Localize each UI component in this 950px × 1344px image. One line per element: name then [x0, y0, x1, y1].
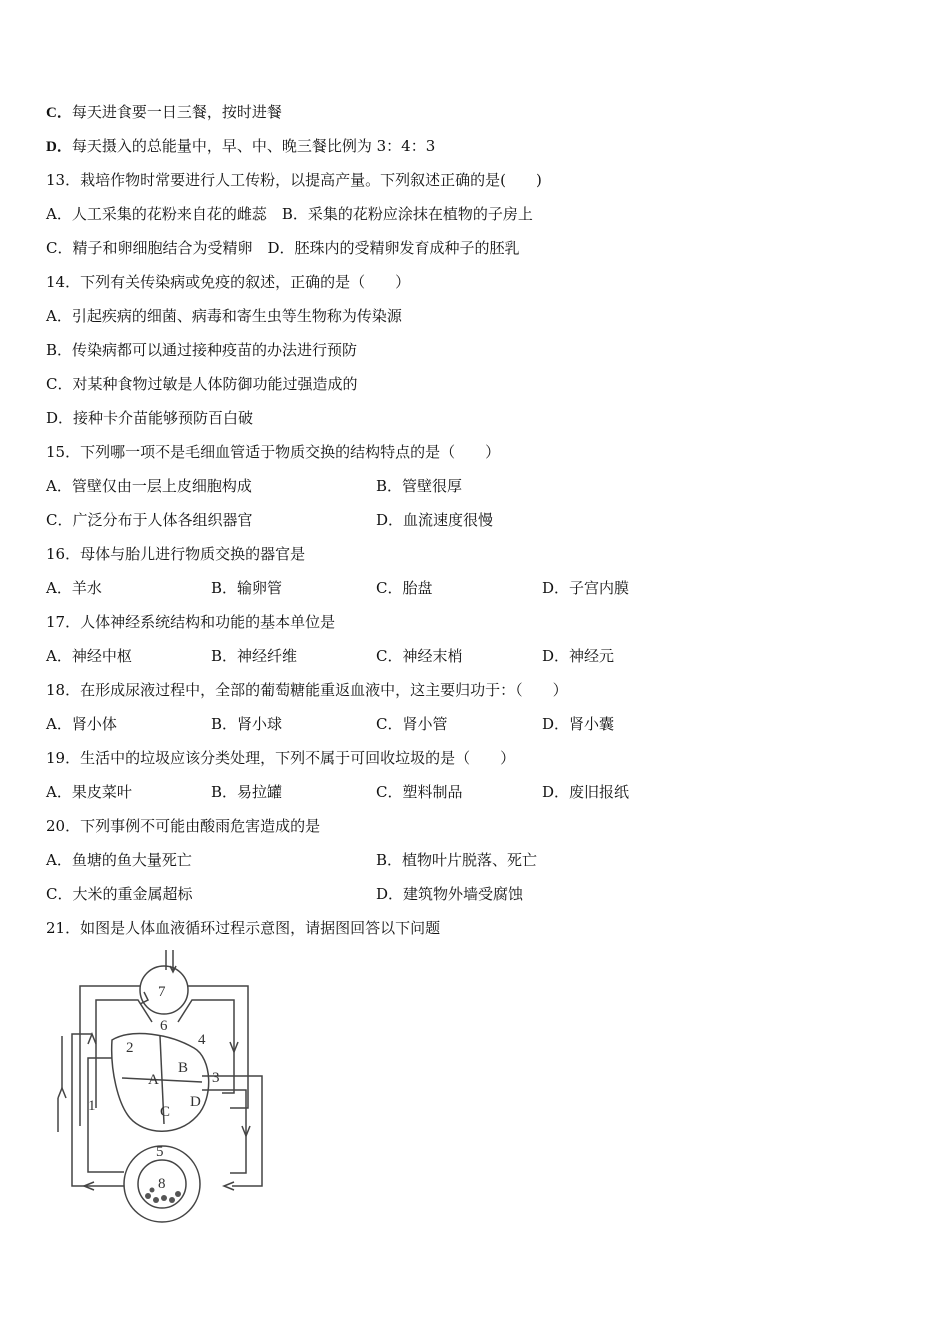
- option-letter: D．: [46, 139, 72, 155]
- q20-stem: 20．下列事例不可能由酸雨危害造成的是: [46, 817, 321, 835]
- option-letter: C．: [46, 105, 72, 121]
- q16-option-d: D．子宫内膜: [542, 579, 630, 597]
- q19-option-a: A．果皮菜叶: [46, 783, 132, 801]
- q16-options: [46, 578, 846, 598]
- label-2: 2: [126, 1040, 134, 1056]
- q18-option-c: C．肾小管: [376, 715, 448, 733]
- q19-option-d: D．废旧报纸: [542, 783, 630, 801]
- q14-option-d: D．接种卡介苗能够预防百白破: [46, 409, 254, 427]
- q20-options-row2: [46, 884, 846, 904]
- label-d: D: [190, 1094, 201, 1110]
- q16-option-b: B．输卵管: [211, 579, 283, 597]
- q15-option-c: C．广泛分布于人体各组织器官: [46, 511, 253, 529]
- q17-stem: 17．人体神经系统结构和功能的基本单位是: [46, 613, 336, 631]
- label-4: 4: [198, 1032, 206, 1048]
- label-b: B: [178, 1060, 189, 1076]
- q15-options-row1: [46, 476, 846, 496]
- q13-stem: 13．栽培作物时常要进行人工传粉，以提高产量。下列叙述正确的是( ): [46, 171, 542, 189]
- label-5: 5: [156, 1144, 164, 1160]
- q20-option-c: C．大米的重金属超标: [46, 885, 193, 903]
- label-a: A: [148, 1072, 159, 1088]
- q16-option-a: A．羊水: [46, 579, 102, 597]
- q19-stem: 19．生活中的垃圾应该分类处理，下列不属于可回收垃圾的是（ ）: [46, 749, 516, 767]
- q17-options: [46, 646, 846, 666]
- q20-option-b: B．植物叶片脱落、死亡: [376, 851, 538, 869]
- q19-options: [46, 782, 846, 802]
- q17-option-d: D．神经元: [542, 647, 615, 665]
- q18-options: [46, 714, 846, 734]
- q16-stem: 16．母体与胎儿进行物质交换的器官是: [46, 545, 306, 563]
- q13-options-ab: A．人工采集的花粉来自花的雌蕊 B．采集的花粉应涂抹在植物的子房上: [46, 205, 533, 223]
- q19-option-c: C．塑料制品: [376, 783, 463, 801]
- q20-option-d: D．建筑物外墙受腐蚀: [376, 885, 524, 903]
- q21-stem: 21．如图是人体血液循环过程示意图，请据图回答以下问题: [46, 919, 441, 937]
- q12-option-d: [46, 136, 435, 157]
- label-7: 7: [158, 984, 166, 1000]
- q20-option-a: A．鱼塘的鱼大量死亡: [46, 851, 192, 869]
- q14-option-c: C．对某种食物过敏是人体防御功能过强造成的: [46, 375, 358, 393]
- option-text: 每天进食要一日三餐，按时进餐: [71, 103, 282, 121]
- q16-option-c: C．胎盘: [376, 579, 433, 597]
- q15-stem: 15．下列哪一项不是毛细血管适于物质交换的结构特点的是（ ）: [46, 443, 501, 461]
- q18-option-b: B．肾小球: [211, 715, 283, 733]
- q15-option-b: B．管壁很厚: [376, 477, 463, 495]
- q13-options-cd: C．精子和卵细胞结合为受精卵 D．胚珠内的受精卵发育成种子的胚乳: [46, 239, 520, 257]
- q18-stem: 18．在形成尿液过程中，全部的葡萄糖能重返血液中，这主要归功于：（ ）: [46, 681, 568, 699]
- q18-option-d: D．肾小囊: [542, 715, 615, 733]
- q14-option-a: A．引起疾病的细菌、病毒和寄生虫等生物称为传染源: [46, 307, 402, 325]
- label-c: C: [160, 1104, 171, 1120]
- q14-stem: 14．下列有关传染病或免疫的叙述，正确的是（ ）: [46, 273, 411, 291]
- q15-options-row2: [46, 510, 846, 530]
- q18-option-a: A．肾小体: [46, 715, 117, 733]
- q12-option-c: [46, 102, 282, 123]
- blood-circulation-diagram: [52, 948, 282, 1228]
- label-8: 8: [158, 1176, 166, 1192]
- q14-option-b: B．传染病都可以通过接种疫苗的办法进行预防: [46, 341, 358, 359]
- q19-option-b: B．易拉罐: [211, 783, 283, 801]
- q15-option-a: A．管壁仅由一层上皮细胞构成: [46, 477, 252, 495]
- label-1: 1: [88, 1098, 96, 1114]
- label-3: 3: [212, 1070, 220, 1086]
- label-6: 6: [160, 1018, 168, 1034]
- q17-option-c: C．神经末梢: [376, 647, 463, 665]
- q15-option-d: D．血流速度很慢: [376, 511, 494, 529]
- q20-options-row1: [46, 850, 846, 870]
- q17-option-a: A．神经中枢: [46, 647, 132, 665]
- q17-option-b: B．神经纤维: [211, 647, 298, 665]
- option-text: 每天摄入的总能量中，早、中、晚三餐比例为 3：4：3: [71, 137, 436, 155]
